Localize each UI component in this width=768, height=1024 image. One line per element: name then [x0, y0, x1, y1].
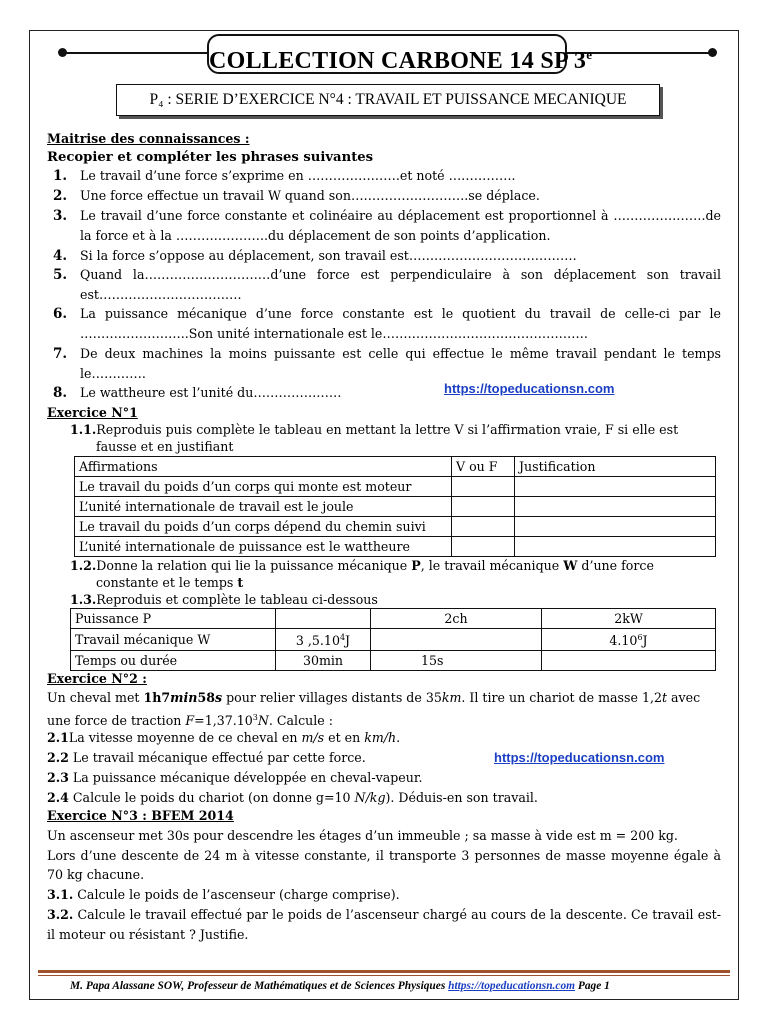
table-cell: L’unité internationale de puissance est le wattheure [75, 537, 452, 557]
page-title [207, 34, 593, 74]
page-number: Page 1 [575, 980, 610, 992]
table-cell: Le travail du poids d’un corps dépend du chemin suivi [75, 517, 452, 537]
unit: N/kg [354, 790, 386, 805]
table-cell [276, 629, 371, 651]
symbol-t: t [237, 575, 244, 590]
table-cell [515, 517, 716, 537]
question-3-1 [47, 887, 721, 903]
value: 4.10 [609, 633, 638, 649]
question-text: Donne la relation qui lie la puissance mécanique [96, 558, 412, 573]
table-cell [452, 517, 515, 537]
question-1-2 [70, 558, 744, 574]
question-text: La puissance mécanique développée en cheval-vapeur. [68, 770, 423, 785]
question-number: 2.2 [47, 750, 69, 765]
statement-text: . Calcule : [268, 713, 333, 729]
table-cell [515, 477, 716, 497]
question-text: Reproduis et complète le tableau ci-dessous [96, 592, 378, 607]
question-text: Le travail mécanique effectué par cette force. [68, 750, 366, 765]
item-number: 4. [53, 248, 68, 264]
item-text: De deux machines la moins puissante est celle qui effectue le même travail pendant le temps [80, 346, 721, 361]
table-header-cell: Affirmations [75, 457, 452, 477]
question-1-2-cont [96, 575, 768, 591]
question-text: . [396, 730, 401, 745]
duration: 1h7 [143, 690, 171, 705]
item-number: 6. [53, 306, 68, 322]
maitrise-heading: Maitrise des connaissances : [47, 131, 250, 146]
exercise3-statement: 70 kg chacune. [47, 867, 145, 882]
table-cell: 15s [371, 651, 542, 671]
table-cell: L’unité internationale de travail est le joule [75, 497, 452, 517]
exercise3-statement: Lors d’une descente de 24 m à vitesse constante, il transporte 3 personnes de masse moyenne égale à [47, 848, 721, 863]
table-cell: Le travail du poids d’un corps qui monte est moteur [75, 477, 452, 497]
table-cell [452, 477, 515, 497]
question-2-1 [47, 730, 721, 746]
table-cell [371, 629, 542, 651]
exercise2-statement [47, 690, 721, 706]
title-rule-left [62, 52, 208, 54]
footer [70, 980, 710, 992]
duration-unit: s [214, 690, 223, 705]
title-rule-right-dot [708, 48, 717, 57]
table-header-cell: Justification [515, 457, 716, 477]
table-cell: 30min [276, 651, 371, 671]
exponent: 6 [637, 633, 643, 642]
table-cell [542, 629, 716, 651]
exercise2-heading: Exercice N°2 : [47, 671, 147, 686]
table-header-cell: V ou F [452, 457, 515, 477]
item-text-cont: est……………………………. [80, 287, 242, 302]
unit: J [345, 633, 351, 649]
item-text-cont: le…………. [80, 366, 146, 381]
footer-author: M. Papa Alassane SOW, Professeur de Mathématiques et de Sciences Physiques [70, 980, 449, 992]
question-1-1 [70, 422, 744, 438]
exercise1-heading: Exercice N°1 [47, 405, 138, 420]
unit: km [441, 690, 462, 705]
question-text: , le travail mécanique [420, 558, 564, 573]
question-text: La vitesse moyenne de ce cheval en [68, 730, 302, 745]
question-text: constante et le temps [96, 575, 238, 590]
unit: m/s [301, 730, 325, 745]
table-cell: Temps ou durée [71, 651, 276, 671]
value: 3 ,5.10 [295, 633, 340, 649]
unit: J [642, 633, 648, 649]
exercise3-heading: Exercice N°3 : BFEM 2014 [47, 808, 234, 823]
question-3-2 [47, 907, 721, 923]
table-cell: 2kW [542, 609, 716, 629]
item-text: La puissance mécanique d’une force constante est le quotient du travail de celle-ci par le [80, 306, 721, 321]
question-1-3 [70, 592, 744, 608]
item-text: Le wattheure est l’unité du………………… [80, 385, 342, 400]
question-number: 2.3 [47, 770, 69, 785]
item-text-cont: ……………………..Son unité internationale est le…………………………………………. [80, 326, 588, 341]
table-cell [542, 651, 716, 671]
series-subtitle: P₄ : SERIE D’EXERCICE N°4 : TRAVAIL ET PUISSANCE MECANIQUE [116, 84, 660, 116]
item-text: Une force effectue un travail W quand son……………………….se déplace. [80, 188, 540, 203]
symbol-w: W [563, 558, 578, 573]
item-number: 3. [53, 208, 68, 224]
duration-unit: min [170, 690, 198, 705]
symbol-f: F [185, 713, 195, 729]
question-3-2-cont: il moteur ou résistant ? Justifie. [47, 927, 249, 942]
table-cell: Travail mécanique W [71, 629, 276, 651]
symbol-p: P [411, 558, 421, 573]
exercise3-statement: Un ascenseur met 30s pour descendre les étages d’un immeuble ; sa masse à vide est m = 200 kg. [47, 828, 678, 843]
unit: N [257, 713, 269, 729]
title-rule-left-dot [58, 48, 67, 57]
statement-text: avec [667, 690, 701, 705]
statement-text: . Il tire un chariot de masse 1,2 [461, 690, 662, 705]
item-number: 5. [53, 267, 68, 283]
exponent: 3 [252, 713, 258, 722]
item-number: 7. [53, 346, 68, 362]
table-cell [515, 537, 716, 557]
question-text: Calcule le poids du chariot (on donne g=10 [68, 790, 355, 805]
item-text: Le travail d’une force s’exprime en ………………….et noté ……………. [80, 168, 516, 183]
item-number: 2. [53, 188, 68, 204]
footer-link[interactable]: https://topeducationsn.com [448, 980, 576, 992]
question-number: 1.1. [70, 422, 97, 437]
duration: 58 [197, 690, 215, 705]
question-2-4 [47, 790, 721, 806]
table-cell [515, 497, 716, 517]
question-number: 1.2. [70, 558, 97, 573]
table-cell: 2ch [371, 609, 542, 629]
question-number: 3.2. [47, 907, 74, 922]
question-2-3 [47, 770, 721, 786]
question-text: ). Déduis-en son travail. [385, 790, 538, 805]
unit: km/h [364, 730, 397, 745]
table-cell: Puissance P [71, 609, 276, 629]
item-text: Le travail d’une force constante et colinéaire au déplacement est proportionnel à ………………….de [80, 208, 721, 223]
title-text: COLLECTION CARBONE 14 SP 3 [209, 48, 587, 74]
title-sup: e [586, 47, 593, 62]
question-text: et en [324, 730, 365, 745]
item-number: 8. [53, 385, 68, 401]
statement-text: =1,37.10 [194, 713, 253, 729]
footer-rule [38, 970, 730, 973]
question-number: 2.4 [47, 790, 69, 805]
question-number: 2.1 [47, 730, 69, 745]
statement-text: Un cheval met [47, 690, 144, 705]
statement-text: une force de traction [47, 713, 186, 729]
table-cell [452, 497, 515, 517]
exercise2-statement-cont [47, 710, 721, 729]
topeducation-link[interactable]: https://topeducationsn.com [494, 750, 665, 765]
item-text-cont: la force et à la ………………….du déplacement de son points d’application. [80, 228, 551, 243]
unit: t [661, 690, 668, 705]
footer-rule-thin [38, 975, 730, 976]
affirmations-table [74, 456, 716, 557]
statement-text: pour relier villages distants de 35 [222, 690, 442, 705]
maitrise-instruction: Recopier et compléter les phrases suivantes [47, 150, 374, 165]
puissance-table [70, 608, 716, 671]
question-text: Reproduis puis complète le tableau en mettant la lettre V si l’affirmation vraie, F si elle est [96, 422, 679, 437]
question-text: d’une force [577, 558, 654, 573]
question-number: 3.1. [47, 887, 74, 902]
question-text: Calcule le poids de l’ascenseur (charge comprise). [73, 887, 400, 902]
table-cell [452, 537, 515, 557]
question-text: Calcule le travail effectué par le poids de l’ascenseur chargé au cours de la descente. Ce travail est- [73, 907, 721, 922]
table-cell [276, 609, 371, 629]
item-number: 1. [53, 168, 68, 184]
exponent: 4 [339, 633, 346, 642]
item-text: Quand la…………………………d’une force est perpendiculaire à son déplacement son travail [80, 267, 721, 282]
question-number: 1.3. [70, 592, 97, 607]
item-text: Si la force s’oppose au déplacement, son travail est…………………………………. [80, 248, 577, 263]
topeducation-link[interactable]: https://topeducationsn.com [444, 381, 615, 396]
question-1-1-cont: fausse et en justifiant [96, 439, 234, 454]
